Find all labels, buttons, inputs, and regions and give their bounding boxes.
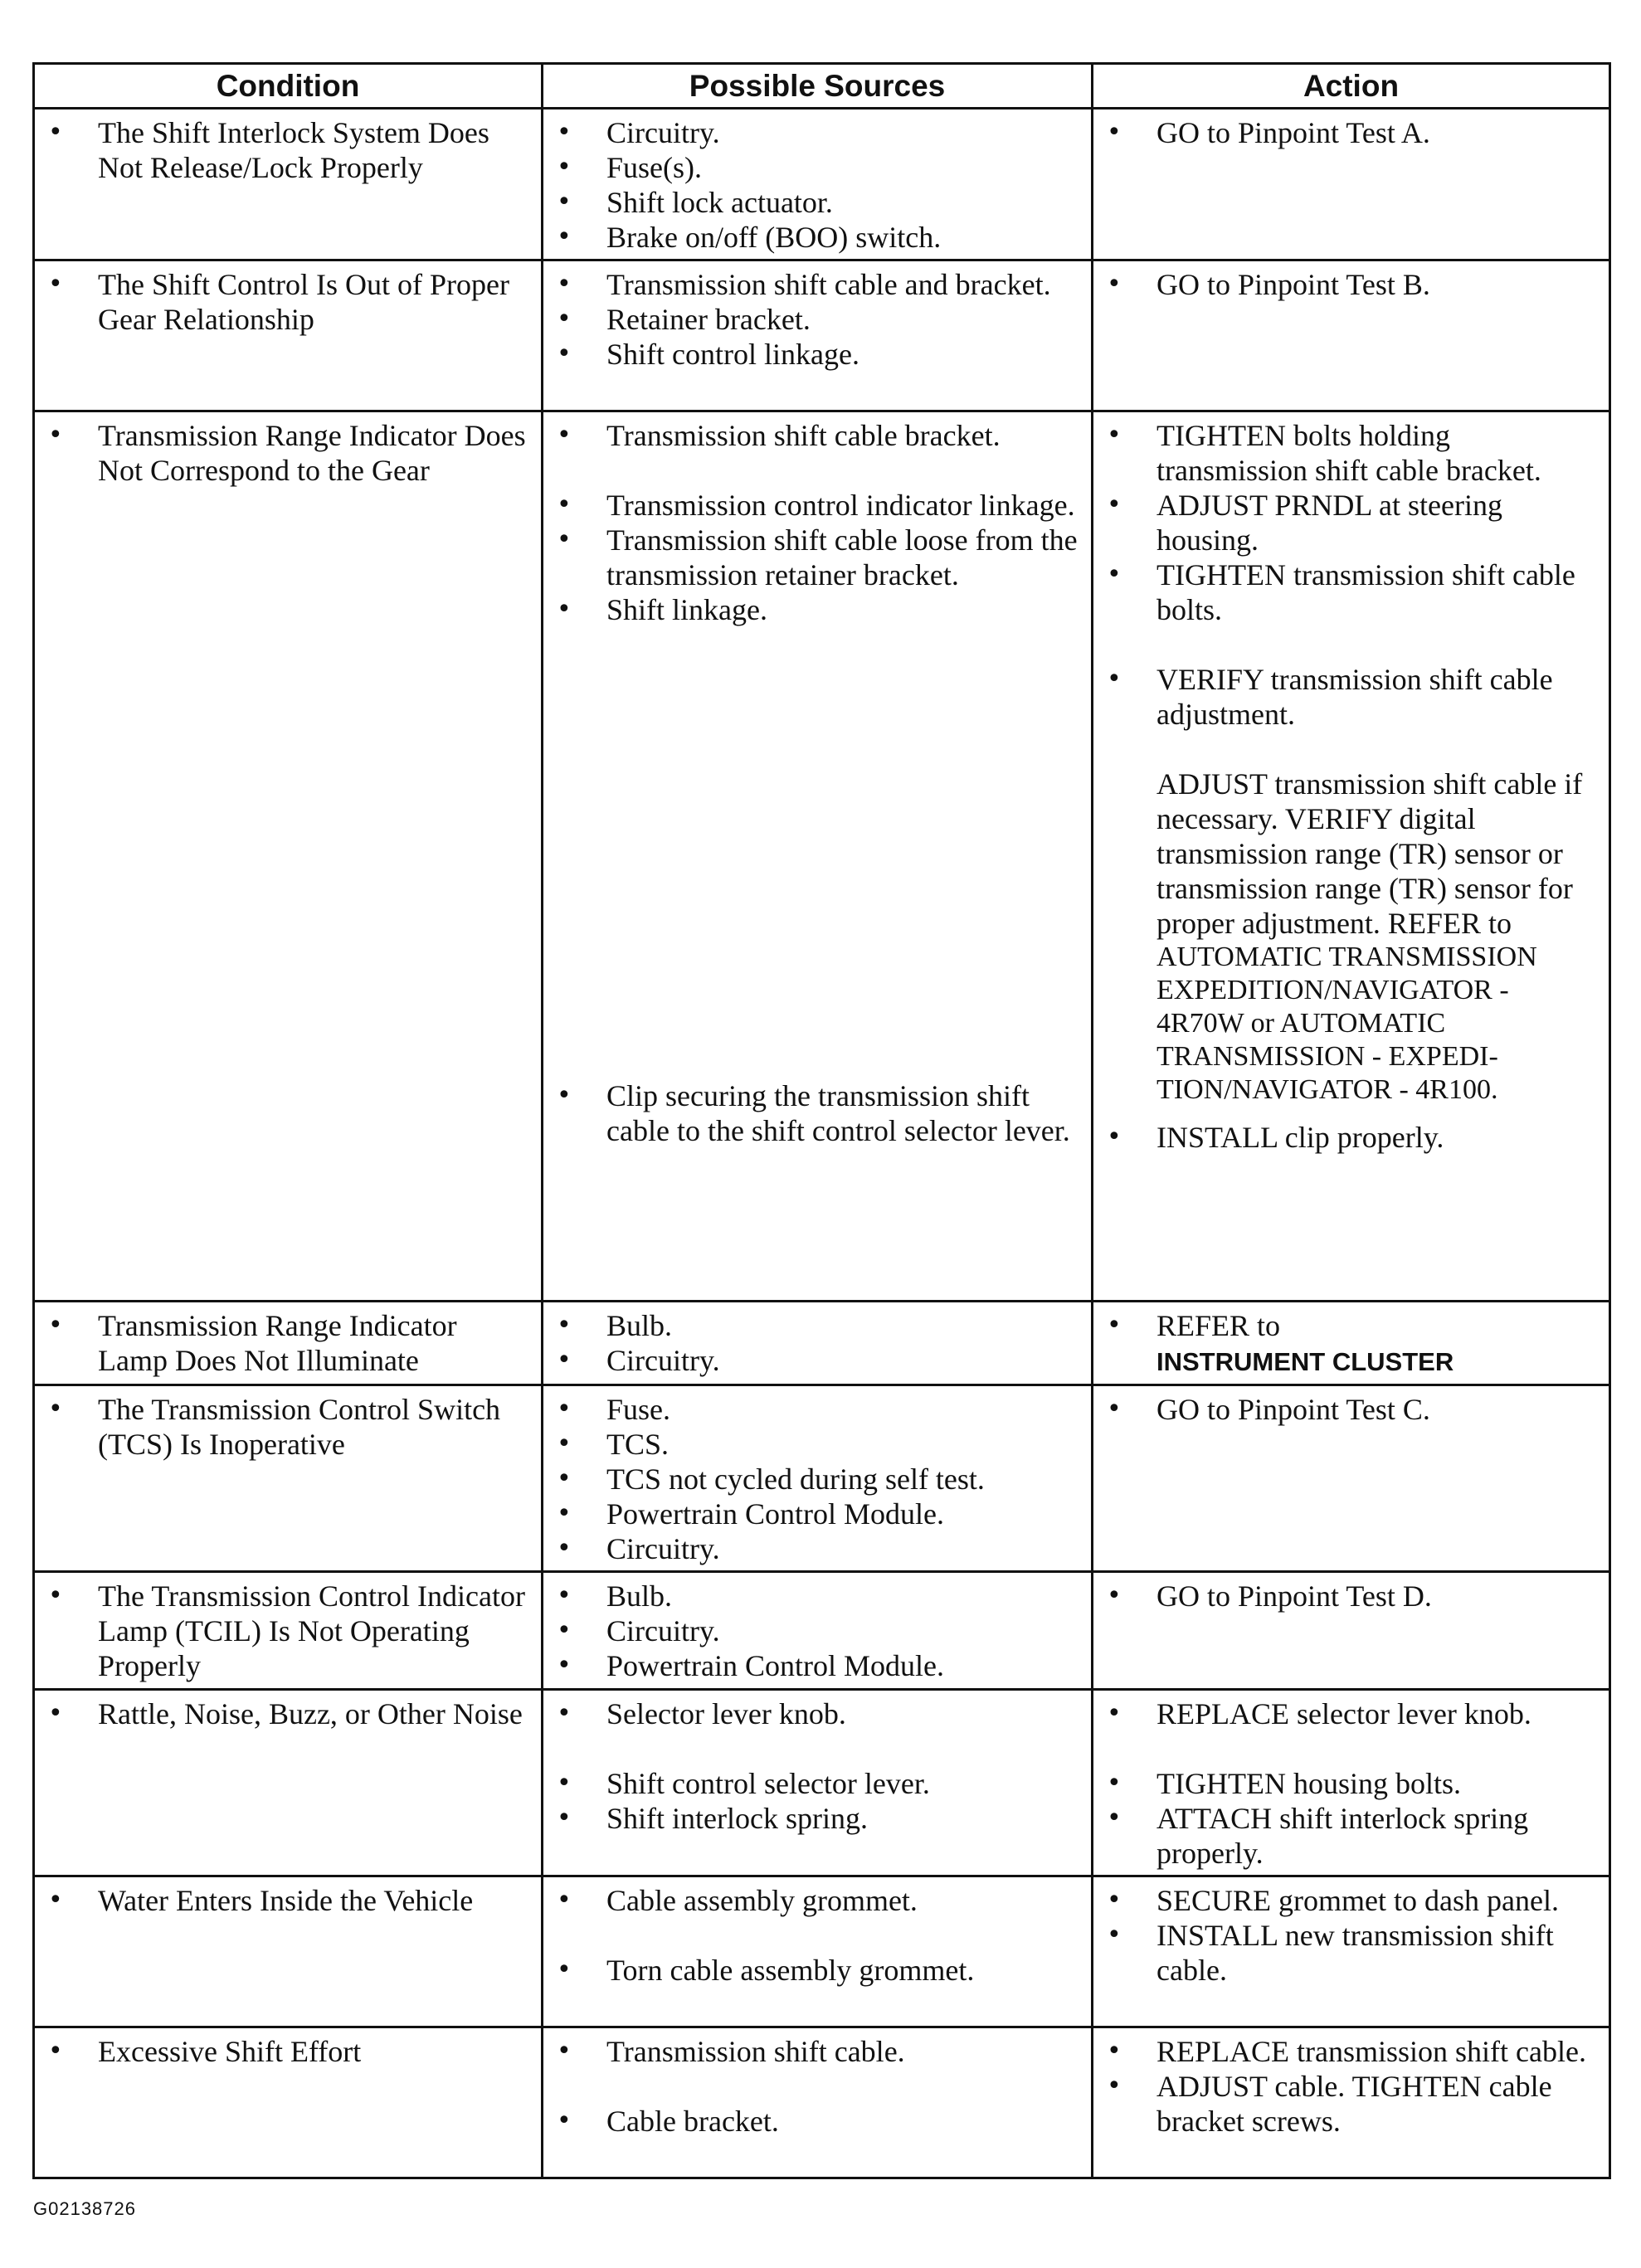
sources-cell <box>543 1302 1093 1385</box>
header-row <box>34 64 1610 109</box>
action-item: • GO to Pinpoint Test A. <box>1105 115 1600 150</box>
condition-cell <box>34 1690 543 1876</box>
action-cell <box>1093 1302 1610 1385</box>
source-item: • Fuse(s). <box>555 150 1083 185</box>
sources-cell <box>543 411 1093 1302</box>
condition-cell <box>34 1385 543 1572</box>
condition-cell <box>34 109 543 260</box>
condition-cell <box>34 411 543 1302</box>
source-item: • Selector lever knob. <box>555 1696 1083 1731</box>
action-cell <box>1093 260 1610 411</box>
condition-cell <box>34 1876 543 2027</box>
action-cell <box>1093 411 1610 1302</box>
source-item: • Shift lock actuator. <box>555 185 1083 220</box>
table-row <box>34 411 1610 1302</box>
condition-text: • Rattle, Noise, Buzz, or Other Noise <box>46 1696 533 1731</box>
source-item: • Circuitry. <box>555 1613 1083 1648</box>
sources-cell <box>543 2027 1093 2178</box>
action-item: • ATTACH shift interlock spring properly. <box>1105 1801 1600 1871</box>
source-item: • Transmission shift cable and bracket. <box>555 267 1083 302</box>
action-cell <box>1093 2027 1610 2178</box>
action-note-text: ADJUST transmission shift cable if necessary. VERIFY digital transmission range (TR) sensor or transmission range (TR) sensor for proper adjustment. REFER to <box>1156 767 1583 940</box>
source-item: • Brake on/off (BOO) switch. <box>555 220 1083 255</box>
source-item: • Shift interlock spring. <box>555 1801 1083 1836</box>
table-row <box>34 260 1610 411</box>
table-row <box>34 2027 1610 2178</box>
table-row <box>34 109 1610 260</box>
action-item-text: REFER to <box>1156 1309 1281 1342</box>
table-row <box>34 1385 1610 1572</box>
source-item: • Fuse. <box>555 1392 1083 1427</box>
source-item: • Circuitry. <box>555 1343 1083 1378</box>
source-item: • Transmission shift cable. <box>555 2034 1083 2069</box>
condition-cell <box>34 1572 543 1690</box>
source-item: • Bulb. <box>555 1308 1083 1343</box>
condition-text: • The Transmission Control Switch (TCS) Is Inoperative <box>46 1392 533 1462</box>
condition-text: • Transmission Range Indicator Does Not Correspond to the Gear <box>46 418 533 488</box>
condition-cell <box>34 2027 543 2178</box>
action-reference: INSTRUMENT CLUSTER <box>1156 1347 1454 1376</box>
action-cell <box>1093 109 1610 260</box>
source-item: • Cable assembly grommet. <box>555 1883 1083 1918</box>
source-item: • TCS not cycled during self test. <box>555 1462 1083 1497</box>
table-row <box>34 1690 1610 1876</box>
action-cell <box>1093 1876 1610 2027</box>
sources-cell <box>543 1572 1093 1690</box>
action-cell <box>1093 1572 1610 1690</box>
source-item: • Circuitry. <box>555 115 1083 150</box>
sources-cell <box>543 109 1093 260</box>
action-item: • ADJUST cable. TIGHTEN cable bracket screws. <box>1105 2069 1600 2139</box>
source-item: • Bulb. <box>555 1579 1083 1613</box>
sources-cell <box>543 260 1093 411</box>
condition-cell <box>34 260 543 411</box>
action-item: • INSTALL clip properly. <box>1105 1120 1600 1155</box>
action-reference: AUTOMATIC TRANSMISSION EXPEDITION/NAVIGATOR - 4R70W or AUTOMATIC TRANSMISSION - EXPEDI-TION/NAVIGATOR - 4R100. <box>1156 942 1537 1105</box>
source-item: • Shift control selector lever. <box>555 1766 1083 1801</box>
action-item: • TIGHTEN housing bolts. <box>1105 1766 1600 1801</box>
header-action: Action <box>1093 64 1610 109</box>
source-item: • TCS. <box>555 1427 1083 1462</box>
condition-text: • The Transmission Control Indicator Lamp (TCIL) Is Not Operating Properly <box>46 1579 533 1683</box>
source-item: • Torn cable assembly grommet. <box>555 1953 1083 1988</box>
condition-cell <box>34 1302 543 1385</box>
source-item: • Transmission control indicator linkage. <box>555 488 1083 523</box>
figure-code: G02138726 <box>33 2198 136 2219</box>
action-item: • GO to Pinpoint Test B. <box>1105 267 1600 302</box>
action-note <box>1105 767 1600 1107</box>
condition-text: • The Shift Control Is Out of Proper Gear Relationship <box>46 267 533 337</box>
action-item: • VERIFY transmission shift cable adjustment. <box>1105 662 1600 732</box>
action-item: • GO to Pinpoint Test C. <box>1105 1392 1600 1427</box>
action-cell <box>1093 1690 1610 1876</box>
sources-cell <box>543 1385 1093 1572</box>
table-row <box>34 1572 1610 1690</box>
source-item: • Retainer bracket. <box>555 302 1083 337</box>
action-item <box>1105 1308 1600 1380</box>
source-item: • Powertrain Control Module. <box>555 1497 1083 1531</box>
source-item: • Powertrain Control Module. <box>555 1648 1083 1683</box>
diagnosis-table <box>32 62 1611 2179</box>
source-item: • Circuitry. <box>555 1531 1083 1566</box>
source-item: • Shift control linkage. <box>555 337 1083 372</box>
condition-text: • The Shift Interlock System Does Not Release/Lock Properly <box>46 115 533 185</box>
condition-text: • Transmission Range Indicator Lamp Does Not Illuminate <box>46 1308 533 1378</box>
header-possible-sources: Possible Sources <box>543 64 1093 109</box>
source-item: • Shift linkage. <box>555 592 1083 627</box>
condition-text: • Excessive Shift Effort <box>46 2034 533 2069</box>
action-item: • TIGHTEN bolts holding transmission shift cable bracket. <box>1105 418 1600 488</box>
table-row <box>34 1302 1610 1385</box>
action-item: • INSTALL new transmission shift cable. <box>1105 1918 1600 1988</box>
source-item: • Transmission shift cable loose from the transmission retainer bracket. <box>555 523 1083 592</box>
action-item: • TIGHTEN transmission shift cable bolts. <box>1105 557 1600 627</box>
source-item: • Transmission shift cable bracket. <box>555 418 1083 453</box>
sources-cell <box>543 1876 1093 2027</box>
action-item: • SECURE grommet to dash panel. <box>1105 1883 1600 1918</box>
action-item: • REPLACE selector lever knob. <box>1105 1696 1600 1731</box>
action-item: • REPLACE transmission shift cable. <box>1105 2034 1600 2069</box>
table-row <box>34 1876 1610 2027</box>
source-item: • Clip securing the transmission shift cable to the shift control selector lever. <box>555 1078 1083 1148</box>
source-item: • Cable bracket. <box>555 2104 1083 2139</box>
action-item: • GO to Pinpoint Test D. <box>1105 1579 1600 1613</box>
condition-text: • Water Enters Inside the Vehicle <box>46 1883 533 1918</box>
header-condition: Condition <box>34 64 543 109</box>
sources-cell <box>543 1690 1093 1876</box>
action-cell <box>1093 1385 1610 1572</box>
action-item: • ADJUST PRNDL at steering housing. <box>1105 488 1600 557</box>
